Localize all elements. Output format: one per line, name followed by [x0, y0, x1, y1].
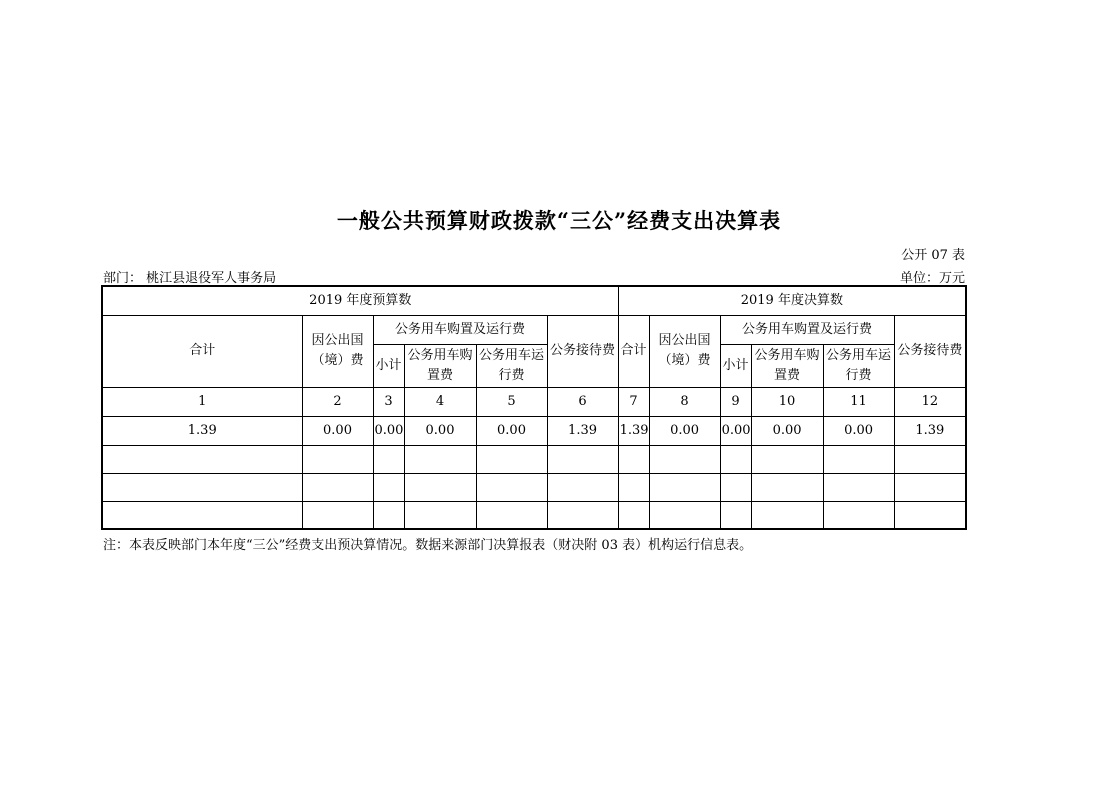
empty-row: [102, 445, 966, 473]
final-reception-value: 1.39: [894, 416, 966, 445]
budget-group-header: 2019 年度预算数: [102, 286, 618, 315]
column-number-row: [102, 387, 966, 416]
col-number: 4: [404, 387, 476, 416]
header-row-group: [102, 286, 966, 315]
budget-total-header: 合计: [102, 315, 302, 387]
col-number: 7: [618, 387, 649, 416]
budget-car-purchase-value: 0.00: [404, 416, 476, 445]
final-abroad-value: 0.00: [649, 416, 720, 445]
budget-car-operation-header: 公务用车运行费: [476, 344, 547, 387]
form-number: 公开 07 表: [901, 248, 965, 263]
final-subtotal-header: 小计: [720, 344, 751, 387]
footnote: 注：本表反映部门本年度“三公”经费支出预决算情况。数据来源部门决算报表（财决附 03 表）机构运行信息表。: [103, 538, 753, 553]
final-car-purchase-value: 0.00: [751, 416, 823, 445]
header-row-categories: [102, 315, 966, 344]
final-car-operation-header: 公务用车运行费: [823, 344, 894, 387]
page-title: 一般公共预算财政拨款“三公”经费支出决算表: [336, 208, 782, 233]
col-number: 2: [302, 387, 373, 416]
final-abroad-header: 因公出国（境）费: [649, 315, 720, 387]
final-subtotal-value: 0.00: [720, 416, 751, 445]
budget-total-value: 1.39: [102, 416, 302, 445]
col-number: 9: [720, 387, 751, 416]
col-number: 12: [894, 387, 966, 416]
expense-table: [101, 285, 967, 530]
budget-subtotal-header: 小计: [373, 344, 404, 387]
budget-reception-value: 1.39: [547, 416, 618, 445]
final-total-header: 合计: [618, 315, 649, 387]
data-row: [102, 416, 966, 445]
col-number: 10: [751, 387, 823, 416]
col-number: 11: [823, 387, 894, 416]
col-number: 8: [649, 387, 720, 416]
unit-label: 单位：万元: [899, 271, 965, 286]
final-total-value: 1.39: [618, 416, 649, 445]
final-reception-header: 公务接待费: [894, 315, 966, 387]
budget-reception-header: 公务接待费: [547, 315, 618, 387]
budget-car-purchase-header: 公务用车购置费: [404, 344, 476, 387]
department-label: 部门： 桃江县退役军人事务局: [103, 271, 277, 286]
budget-car-group-header: 公务用车购置及运行费: [373, 315, 547, 344]
col-number: 6: [547, 387, 618, 416]
final-car-group-header: 公务用车购置及运行费: [720, 315, 894, 344]
final-group-header: 2019 年度决算数: [618, 286, 966, 315]
budget-abroad-header: 因公出国（境）费: [302, 315, 373, 387]
empty-row: [102, 501, 966, 529]
budget-car-operation-value: 0.00: [476, 416, 547, 445]
empty-row: [102, 473, 966, 501]
col-number: 3: [373, 387, 404, 416]
final-car-operation-value: 0.00: [823, 416, 894, 445]
final-car-purchase-header: 公务用车购置费: [751, 344, 823, 387]
budget-abroad-value: 0.00: [302, 416, 373, 445]
col-number: 1: [102, 387, 302, 416]
budget-subtotal-value: 0.00: [373, 416, 404, 445]
col-number: 5: [476, 387, 547, 416]
